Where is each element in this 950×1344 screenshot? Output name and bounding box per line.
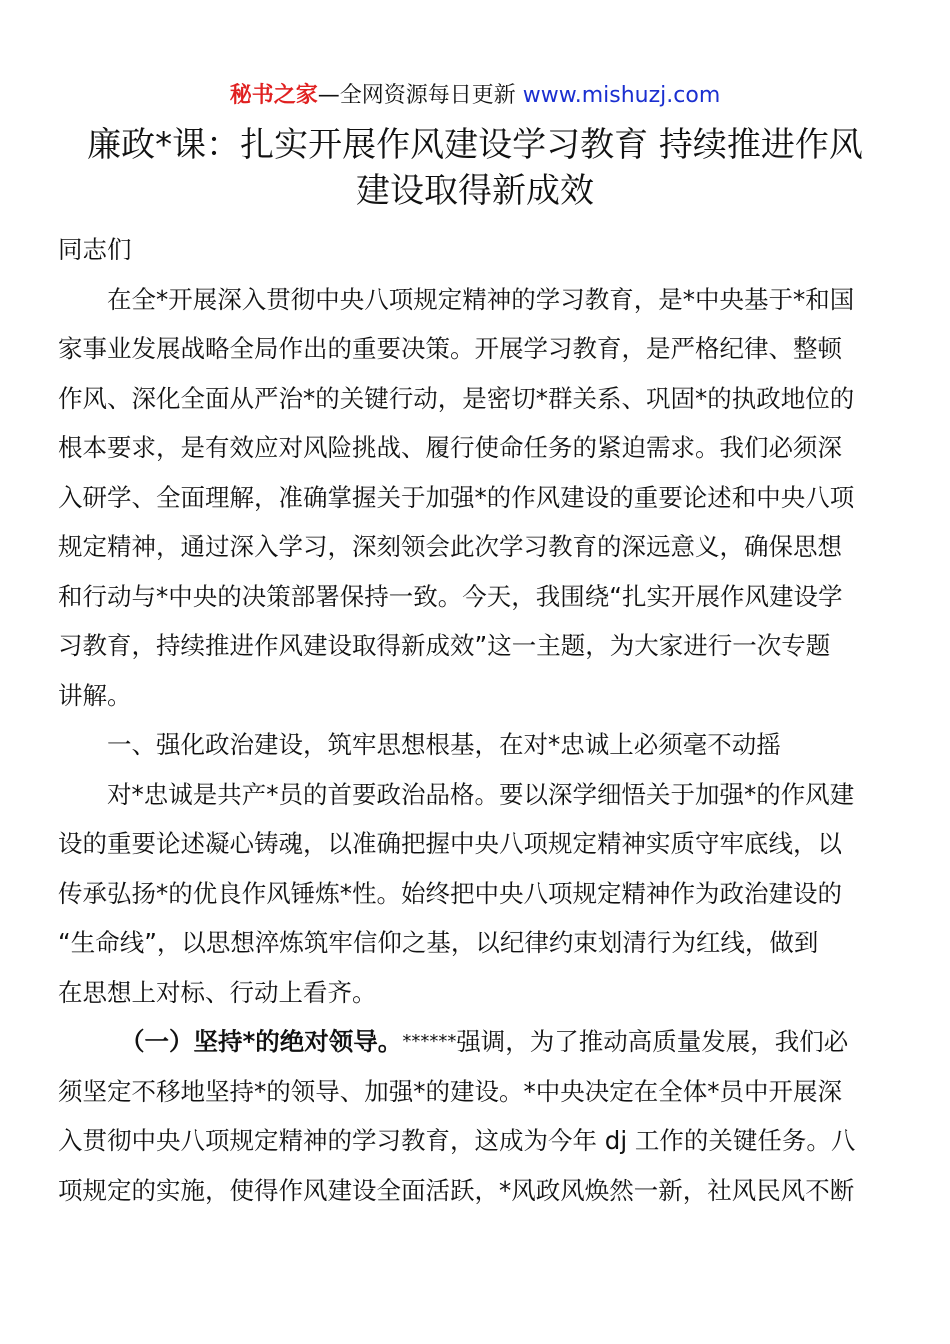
text-line: 和行动与*中央的决策部署保持一致。今天，我围绕“扎实开展作风建设学 bbox=[58, 581, 843, 611]
text-line: 入研学、全面理解，准确掌握关于加强*的作风建设的重要论述和中央八项 bbox=[58, 482, 855, 512]
brand-name: 秘书之家 bbox=[229, 83, 318, 108]
text-line: 在思想上对标、行动上看齐。 bbox=[58, 977, 377, 1007]
subsection-heading: （一）坚持*的绝对领导。 bbox=[120, 1027, 403, 1056]
text-line: 规定精神，通过深入学习，深刻领会此次学习教育的深远意义，确保思想 bbox=[58, 532, 842, 561]
text-line: 家事业发展战略全局作出的重要决策。开展学习教育，是严格纪律、整顿 bbox=[58, 334, 842, 363]
header-slogan: —全网资源每日更新 bbox=[317, 83, 516, 108]
text-line: 习教育，持续推进作风建设取得新成效”这一主题，为大家进行一次专题 bbox=[58, 631, 831, 660]
paragraph-intro bbox=[58, 275, 892, 721]
document-title bbox=[58, 122, 892, 214]
text-line: 根本要求，是有效应对风险挑战、履行使命任务的紧迫需求。我们必须深 bbox=[58, 433, 842, 462]
text-line: 须坚定不移地坚持*的领导、加强*的建设。*中央决定在全体*员中开展深 bbox=[58, 1076, 842, 1106]
title-line-2: 建设取得新成效 bbox=[356, 171, 594, 211]
site-header bbox=[0, 80, 950, 112]
text-line: 对*忠诚是共产*员的首要政治品格。要以深学细悟关于加强*的作风建 bbox=[107, 779, 855, 809]
subsection-text: 强调，为了推动高质量发展，我们必 bbox=[456, 1027, 849, 1056]
title-line-1: 廉政*课：扎实开展作风建设学习教育 持续推进作风 bbox=[87, 125, 863, 165]
text-line: 传承弘扬*的优良作风锤炼*性。始终把中央八项规定精神作为政治建设的 bbox=[58, 878, 842, 908]
text-line: 在全*开展深入贯彻中央八项规定精神的学习教育，是*中央基于*和国 bbox=[107, 284, 855, 314]
text-line: 设的重要论述凝心铸魂，以准确把握中央八项规定精神实质守牢底线，以 bbox=[58, 829, 842, 858]
salutation: 同志们 bbox=[58, 235, 132, 264]
document-body bbox=[58, 225, 892, 1215]
text-line: 入贯彻中央八项规定精神的学习教育，这成为今年 dj 工作的关键任务。八 bbox=[58, 1126, 856, 1155]
paragraph-loyalty bbox=[58, 770, 892, 1018]
site-url-link[interactable]: www.mishuzj.com bbox=[522, 83, 721, 108]
text-line: “生命线”，以思想淬炼筑牢信仰之基，以纪律约束划清行为红线，做到 bbox=[58, 928, 819, 957]
subsection-first-line bbox=[58, 1017, 892, 1067]
text-line: 讲解。 bbox=[58, 680, 132, 710]
subsection-1 bbox=[58, 1017, 892, 1215]
text-line: 作风、深化全面从严治*的关键行动，是密切*群关系、巩固*的执政地位的 bbox=[58, 383, 855, 413]
section-heading-1: 一、强化政治建设，筑牢思想根基，在对*忠诚上必须毫不动摇 bbox=[107, 730, 781, 759]
text-line: 项规定的实施，使得作风建设全面活跃，*风政风焕然一新，社风民风不断 bbox=[58, 1175, 855, 1205]
redacted-stars: ****** bbox=[402, 1031, 457, 1052]
